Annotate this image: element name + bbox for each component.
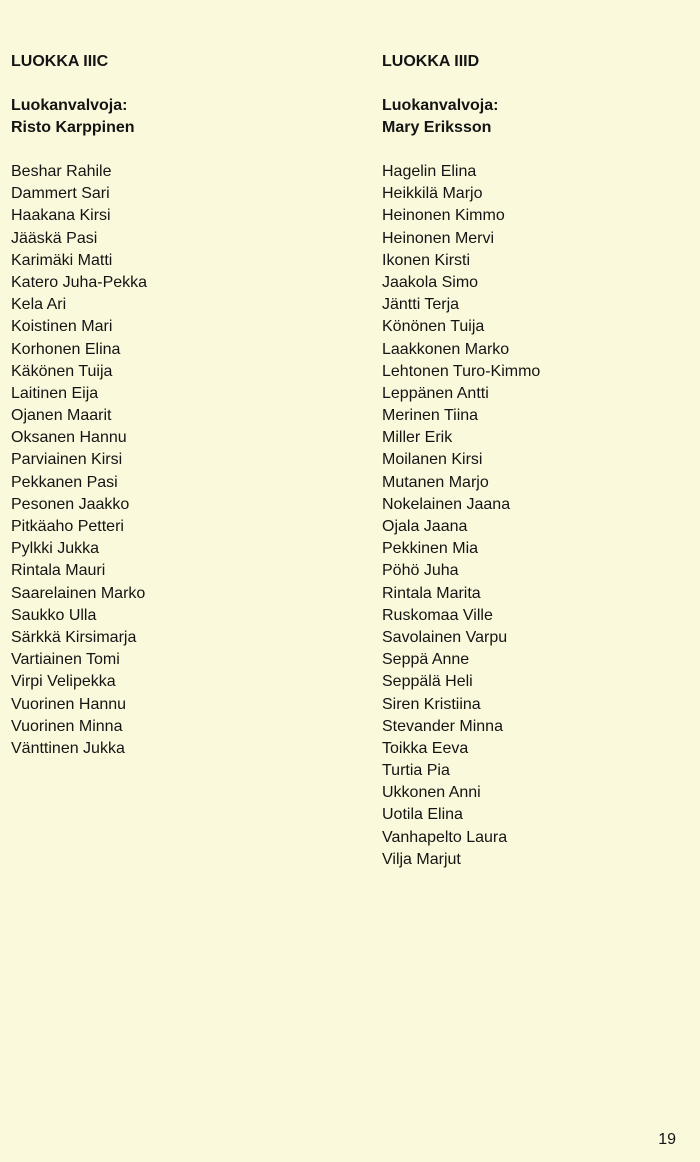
student-name: Heinonen Kimmo [382, 207, 505, 225]
student-name: Savolainen Varpu [382, 628, 508, 646]
student-name: Koistinen Mari [11, 318, 113, 336]
teacher-label: Luokanvalvoja: [382, 97, 499, 114]
class-title: LUOKKA IIID [382, 53, 480, 70]
student-name: Vartiainen Tomi [11, 651, 120, 669]
student-name: Seppä Anne [382, 651, 470, 669]
student-name: Toikka Eeva [382, 739, 469, 757]
student-name: Dammert Sari [11, 185, 110, 203]
student-name: Haakana Kirsi [11, 207, 111, 225]
student-name: Könönen Tuija [382, 318, 485, 336]
student-name: Heikkilä Marjo [382, 185, 483, 203]
teacher-name: Risto Karppinen [11, 119, 135, 136]
student-name: Vuorinen Minna [11, 717, 123, 735]
student-name: Vänttinen Jukka [11, 739, 125, 757]
student-list [382, 161, 700, 871]
student-name: Pekkinen Mia [382, 540, 479, 558]
student-name: Beshar Rahile [11, 163, 112, 180]
student-name: Saukko Ulla [11, 606, 97, 624]
student-name: Saarelainen Marko [11, 584, 146, 602]
student-name: Rintala Mauri [11, 562, 106, 580]
student-name: Vuorinen Hannu [11, 695, 127, 713]
student-list [11, 161, 331, 760]
student-name: Mutanen Marjo [382, 473, 489, 491]
student-name: Karimäki Matti [11, 251, 113, 269]
page-number: 19 [658, 1131, 676, 1148]
student-name: Ukkonen Anni [382, 784, 481, 802]
student-name: Ojala Jaana [382, 518, 468, 535]
student-name: Lehtonen Turo-Kimmo [382, 362, 541, 380]
teacher-label: Luokanvalvoja: [11, 97, 128, 114]
student-name: Ruskomaa Ville [382, 606, 493, 624]
class-title: LUOKKA IIIC [11, 53, 109, 70]
class-iiid-column [382, 51, 700, 871]
student-name: Vilja Marjut [382, 850, 461, 868]
student-name: Pylkki Jukka [11, 540, 100, 558]
student-name: Seppälä Heli [382, 673, 473, 691]
student-name: Korhonen Elina [11, 340, 121, 358]
student-name: Heinonen Mervi [382, 229, 495, 247]
student-name: Pöhö Juha [382, 562, 459, 580]
student-name: Parviainen Kirsi [11, 451, 123, 469]
student-name: Miller Erik [382, 429, 453, 447]
class-iiic-column [11, 51, 331, 760]
student-name: Käkönen Tuija [11, 362, 113, 380]
student-name: Jääskä Pasi [11, 229, 98, 247]
student-name: Katero Juha-Pekka [11, 273, 148, 291]
student-name: Siren Kristiina [382, 695, 481, 713]
student-name: Nokelainen Jaana [382, 495, 511, 513]
student-name: Jäntti Terja [382, 296, 460, 314]
student-name: Virpi Velipekka [11, 673, 116, 691]
student-name: Ikonen Kirsti [382, 251, 471, 269]
student-name: Laakkonen Marko [382, 340, 510, 358]
student-name: Merinen Tiina [382, 407, 479, 425]
student-name: Moilanen Kirsi [382, 451, 483, 469]
student-name: Oksanen Hannu [11, 429, 127, 447]
student-name: Kela Ari [11, 296, 67, 314]
student-name: Hagelin Elina [382, 163, 477, 180]
student-name: Pitkäaho Petteri [11, 518, 124, 535]
student-name: Uotila Elina [382, 806, 463, 824]
student-name: Laitinen Eija [11, 384, 99, 402]
student-name: Stevander Minna [382, 717, 503, 735]
student-name: Rintala Marita [382, 584, 481, 602]
student-name: Pesonen Jaakko [11, 495, 130, 513]
student-name: Leppänen Antti [382, 384, 489, 402]
student-name: Särkkä Kirsimarja [11, 628, 137, 646]
student-name: Jaakola Simo [382, 273, 479, 291]
student-name: Turtia Pia [382, 762, 450, 780]
student-name: Ojanen Maarit [11, 407, 112, 425]
student-name: Vanhapelto Laura [382, 828, 508, 846]
student-name: Pekkanen Pasi [11, 473, 118, 491]
teacher-name: Mary Eriksson [382, 119, 492, 136]
